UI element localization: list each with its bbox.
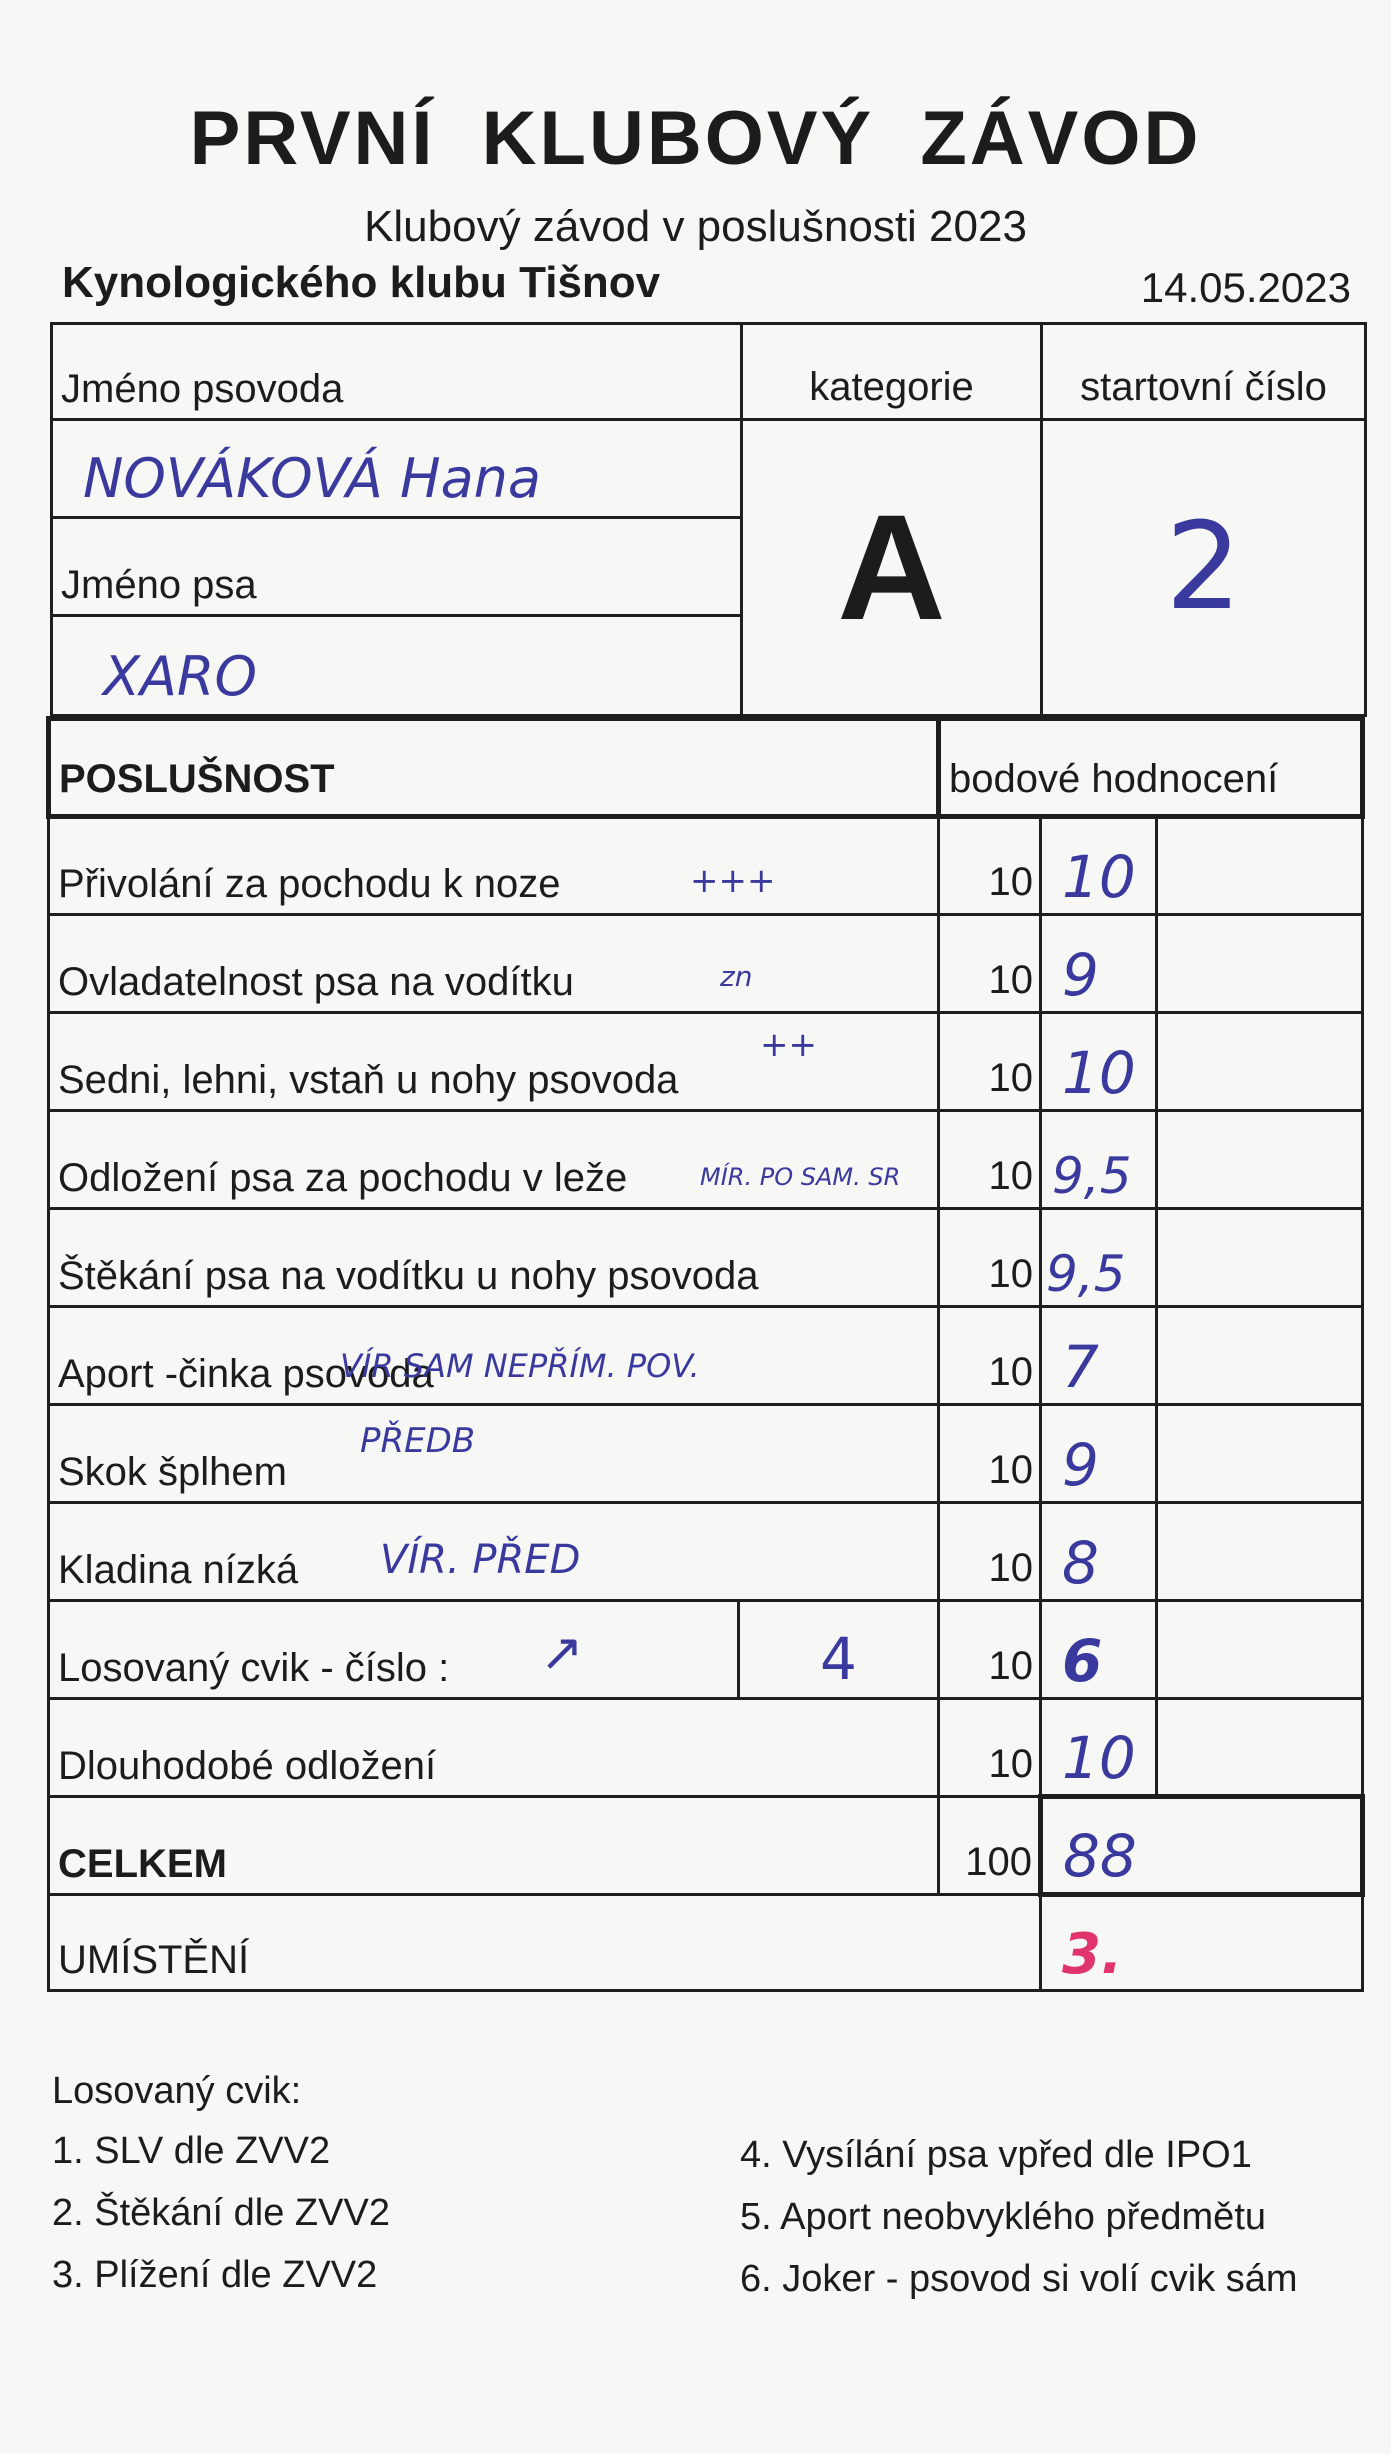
- exercise-max: 10: [939, 1699, 1041, 1797]
- list-item: 4. Vysílání psa vpřed dle IPO1: [740, 2134, 1252, 2176]
- drawn-exercises-right: [740, 2124, 1298, 2310]
- exercise-name: Ovladatelnost psa na vodítku zn: [49, 915, 939, 1013]
- exercise-score[interactable]: 9: [1041, 1405, 1157, 1503]
- placement-row: [49, 1895, 1363, 1991]
- total-max: 100: [939, 1797, 1041, 1895]
- list-item: 2. Štěkání dle ZVV2: [52, 2192, 390, 2234]
- exercise-score[interactable]: 10: [1041, 1699, 1157, 1797]
- list-item: 5. Aport neobvyklého předmětu: [740, 2196, 1267, 2238]
- exercise-name: Štěkání psa na vodítku u nohy psovoda: [49, 1209, 939, 1307]
- exercise-score[interactable]: 6: [1041, 1601, 1157, 1699]
- total-score[interactable]: 88: [1041, 1797, 1363, 1895]
- exercise-max: 10: [939, 1111, 1041, 1209]
- exercise-max: 10: [939, 915, 1041, 1013]
- event-date: 14.05.2023: [1140, 264, 1351, 311]
- judge-note: VÍR. PŘED: [380, 1537, 581, 1583]
- exercise-row: [49, 1111, 1363, 1209]
- exercise-score[interactable]: 9,5: [1041, 1209, 1157, 1307]
- extra-cell: [1157, 915, 1363, 1013]
- exercise-row: [49, 1405, 1363, 1503]
- exercise-row: [49, 1503, 1363, 1601]
- judge-note: ↗: [540, 1623, 584, 1683]
- exercise-row: [49, 817, 1363, 915]
- extra-cell: [1157, 1307, 1363, 1405]
- exercise-name: Kladina nízká VÍR. PŘED: [49, 1503, 939, 1601]
- judge-note: VÍR SAM NEPŘÍM. POV.: [340, 1347, 700, 1385]
- exercise-row: [49, 1699, 1363, 1797]
- exercise-name: Sedni, lehni, vstaň u nohy psovoda ++: [49, 1013, 939, 1111]
- judge-note: +++: [690, 861, 776, 901]
- dog-label: Jméno psa: [52, 518, 742, 616]
- drawn-exercises-title: Losovaný cvik:: [52, 2070, 302, 2112]
- section-title: POSLUŠNOST: [49, 719, 939, 817]
- exercise-score[interactable]: 10: [1041, 1013, 1157, 1111]
- judge-note: PŘEDB: [360, 1421, 476, 1461]
- exercise-max: 10: [939, 1307, 1041, 1405]
- extra-cell: [1157, 1111, 1363, 1209]
- handler-label: Jméno psovoda: [52, 324, 742, 420]
- exercise-row: [49, 1307, 1363, 1405]
- exercise-max: 10: [939, 1405, 1041, 1503]
- start-number-label: startovní číslo: [1042, 324, 1366, 420]
- list-item: 1. SLV dle ZVV2: [52, 2130, 331, 2172]
- drawn-exercise-number[interactable]: 4: [739, 1601, 939, 1699]
- extra-cell: [1157, 1601, 1363, 1699]
- exercise-name: Losovaný cvik - číslo : ↗: [49, 1601, 739, 1699]
- exercise-score[interactable]: 7: [1041, 1307, 1157, 1405]
- exercise-row: [49, 1013, 1363, 1111]
- exercise-max: 10: [939, 817, 1041, 915]
- start-number-value: 2: [1042, 420, 1366, 716]
- points-header: bodové hodnocení: [939, 719, 1363, 817]
- exercise-score[interactable]: 9: [1041, 915, 1157, 1013]
- info-table: [50, 322, 1367, 717]
- scoring-table: [46, 716, 1365, 1992]
- exercise-score[interactable]: 10: [1041, 817, 1157, 915]
- exercise-name: Aport -činka psovoda VÍR SAM NEPŘÍM. POV.: [49, 1307, 939, 1405]
- exercise-score[interactable]: 8: [1041, 1503, 1157, 1601]
- exercise-row: [49, 915, 1363, 1013]
- placement-label: UMÍSTĚNÍ: [49, 1895, 1041, 1991]
- page-title: PRVNÍ KLUBOVÝ ZÁVOD: [189, 96, 1202, 181]
- dog-name-field[interactable]: XARO: [52, 616, 742, 716]
- extra-cell: [1157, 1699, 1363, 1797]
- extra-cell: [1157, 1209, 1363, 1307]
- extra-cell: [1157, 1503, 1363, 1601]
- exercise-max: 10: [939, 1209, 1041, 1307]
- judge-note: MÍR. PO SAM. SR: [700, 1163, 901, 1191]
- judge-note: zn: [720, 960, 753, 993]
- extra-cell: [1157, 817, 1363, 915]
- total-row: [49, 1797, 1363, 1895]
- exercise-row: [49, 1601, 1363, 1699]
- extra-cell: [1157, 1013, 1363, 1111]
- exercise-name: Skok šplhem PŘEDB: [49, 1405, 939, 1503]
- drawn-exercises-left: [52, 2120, 390, 2306]
- list-item: 3. Plížení dle ZVV2: [52, 2254, 378, 2296]
- judge-note: ++: [760, 1025, 817, 1065]
- list-item: 6. Joker - psovod si volí cvik sám: [740, 2258, 1298, 2300]
- exercise-max: 10: [939, 1503, 1041, 1601]
- total-label: CELKEM: [49, 1797, 939, 1895]
- extra-cell: [1157, 1405, 1363, 1503]
- exercise-name: Odložení psa za pochodu v leže MÍR. PO SAM. SR: [49, 1111, 939, 1209]
- exercise-name: Přivolání za pochodu k noze +++: [49, 817, 939, 915]
- handler-name-field[interactable]: NOVÁKOVÁ Hana: [52, 420, 742, 518]
- club-name: Kynologického klubu Tišnov: [62, 258, 661, 307]
- placement-value[interactable]: 3.: [1041, 1895, 1363, 1991]
- exercise-max: 10: [939, 1013, 1041, 1111]
- exercise-name: Dlouhodobé odložení: [49, 1699, 939, 1797]
- exercise-score[interactable]: 9,5: [1041, 1111, 1157, 1209]
- category-label: kategorie: [742, 324, 1042, 420]
- exercise-max: 10: [939, 1601, 1041, 1699]
- subtitle: Klubový závod v poslušnosti 2023: [364, 202, 1027, 251]
- exercise-row: [49, 1209, 1363, 1307]
- category-value: A: [742, 420, 1042, 716]
